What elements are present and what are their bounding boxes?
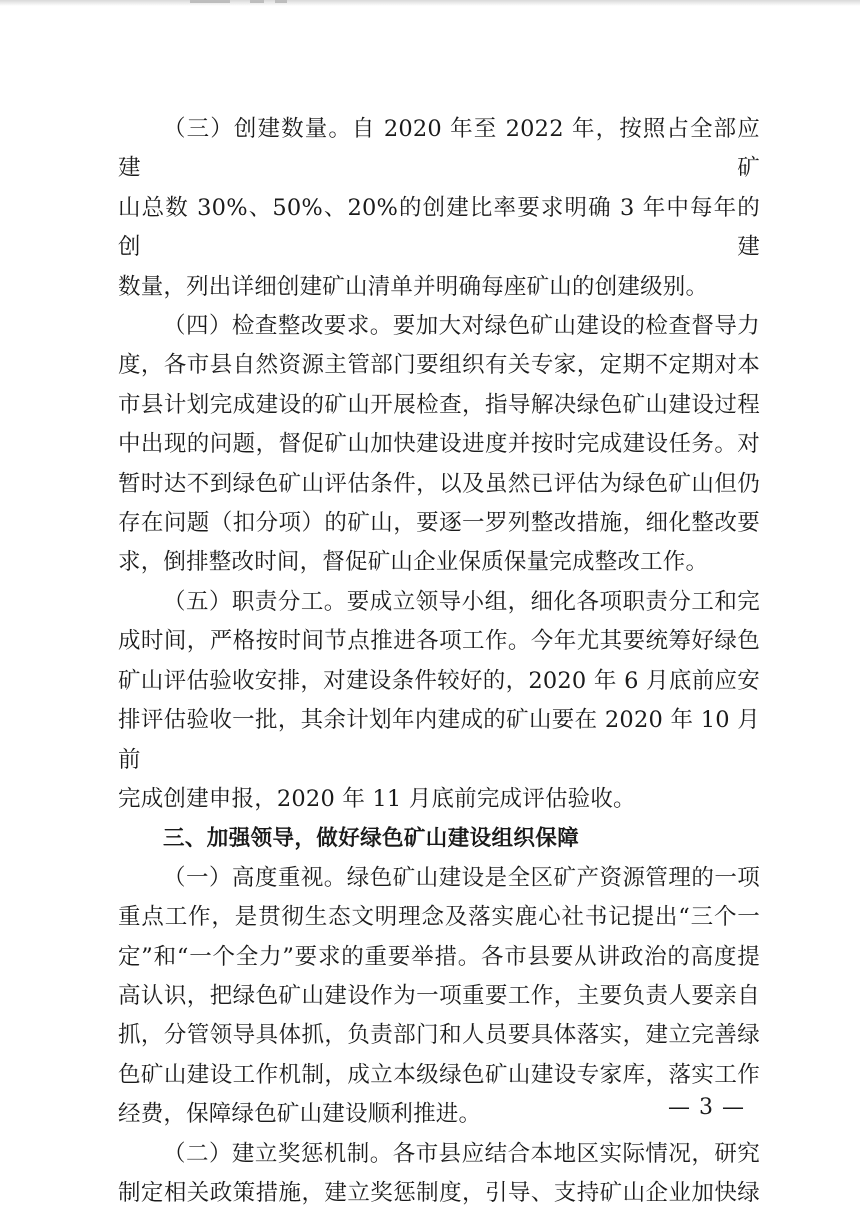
scan-mark — [275, 0, 287, 3]
page-number: — 3 — — [668, 1095, 745, 1120]
scan-mark — [190, 0, 230, 3]
text-line: 排评估验收一批，其余计划年内建成的矿山要在 2020 年 10 月前 — [118, 707, 760, 773]
text-line: 存在问题（扣分项）的矿山，要逐一罗列整改措施，细化整改要 — [118, 510, 760, 537]
text-line: 山总数 30%、50%、20%的创建比率要求明确 3 年中每年的创建 — [118, 194, 760, 261]
text-line: 经费，保障绿色矿山建设顺利推进。 — [118, 1101, 482, 1128]
text-line: 度，各市县自然资源主管部门要组织有关专家，定期不定期对本 — [118, 352, 760, 379]
text-line: 矿山评估验收安排，对建设条件较好的，2020 年 6 月底前应安 — [118, 667, 760, 694]
text-line: 制定相关政策措施，建立奖惩制度，引导、支持矿山企业加快绿 — [118, 1179, 760, 1206]
scan-top-edge — [0, 0, 860, 6]
text-line: 抓，分管领导具体抓，负责部门和人员要具体落实，建立完善绿 — [118, 1022, 760, 1049]
paragraph-reward-mechanism — [118, 1135, 760, 1214]
paragraph-high-priority — [118, 859, 760, 1135]
text-line: 成时间，严格按时间节点推进各项工作。今年尤其要统筹好绿色 — [118, 628, 760, 655]
text-line: （三）创建数量。自 2020 年至 2022 年，按照占全部应建矿 — [118, 116, 760, 182]
text-line: 中出现的问题，督促矿山加快建设进度并按时完成建设任务。对 — [118, 431, 760, 458]
text-line: （一）高度重视。绿色矿山建设是全区矿产资源管理的一项 — [163, 864, 760, 891]
text-line: 暂时达不到绿色矿山评估条件，以及虽然已评估为绿色矿山但仍 — [118, 470, 760, 497]
text-line: （五）职责分工。要成立领导小组，细化各项职责分工和完 — [163, 588, 760, 615]
text-line: 市县计划完成建设的矿山开展检查，指导解决绿色矿山建设过程 — [118, 391, 760, 418]
text-line: 重点工作，是贯彻生态文明理念及落实鹿心社书记提出“三个一 — [118, 904, 760, 931]
text-line: 求，倒排整改时间，督促矿山企业保质保量完成整改工作。 — [118, 549, 709, 576]
text-line: （二）建立奖惩机制。各市县应结合本地区实际情况，研究 — [163, 1140, 760, 1167]
text-line: 完成创建申报，2020 年 11 月底前完成评估验收。 — [118, 785, 636, 812]
text-line: 高认识，把绿色矿山建设作为一项重要工作，主要负责人要亲自 — [118, 982, 760, 1009]
text-line: （四）检查整改要求。要加大对绿色矿山建设的检查督导力 — [163, 313, 760, 340]
paragraph-responsibilities — [118, 583, 760, 819]
section-heading: 三、加强领导，做好绿色矿山建设组织保障 — [163, 826, 580, 852]
paragraph-creation-quantity — [118, 110, 760, 307]
paragraph-inspection — [118, 307, 760, 583]
scan-mark — [250, 0, 264, 3]
text-line: 定”和“一个全力”要求的重要举措。各市县要从讲政治的高度提 — [118, 943, 760, 970]
body-text-top — [118, 110, 760, 1213]
text-line: 数量，列出详细创建矿山清单并明确每座矿山的创建级别。 — [118, 273, 709, 300]
text-line: 色矿山建设工作机制，成立本级绿色矿山建设专家库，落实工作 — [118, 1061, 760, 1088]
